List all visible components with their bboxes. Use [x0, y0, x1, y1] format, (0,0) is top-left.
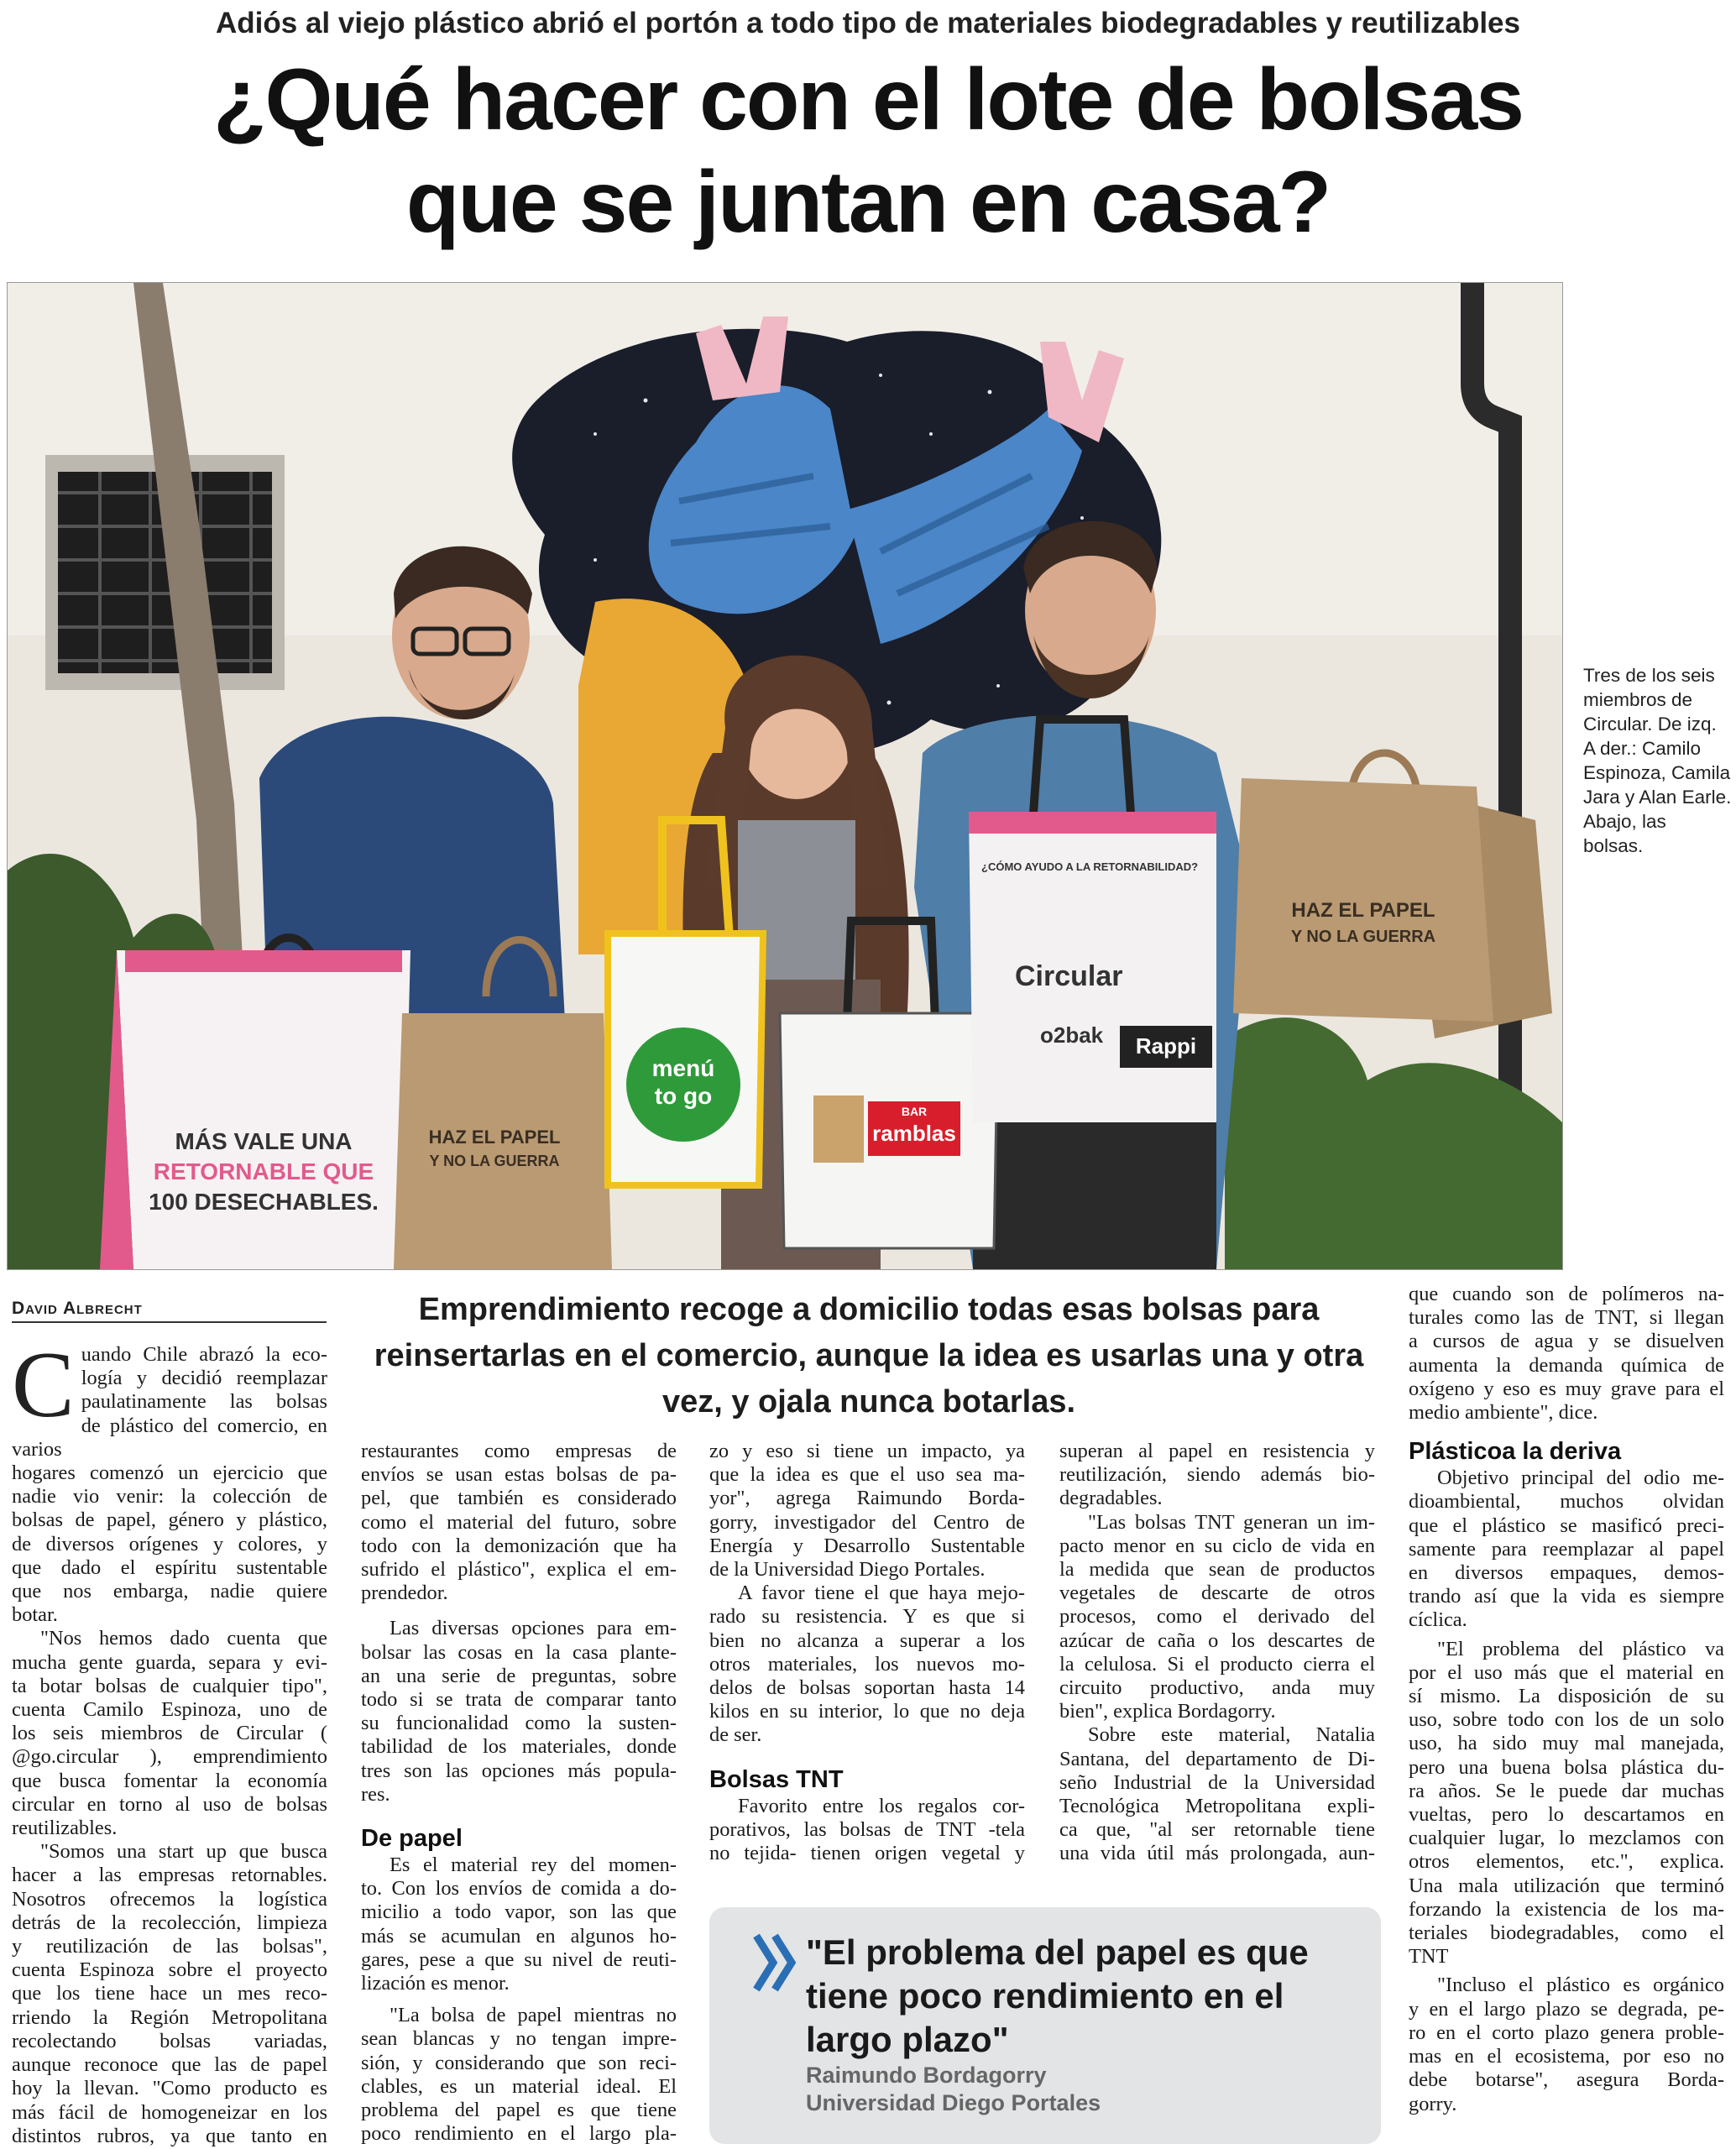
col4-p1-line: degradables. — [1059, 1487, 1163, 1510]
col1-p3-line: distintos rubros, ya que tanto en — [12, 2124, 327, 2147]
col5-p1-line: medio ambiente", dice. — [1409, 1401, 1598, 1425]
col1-p3-line: detrás de la recolección, limpieza — [12, 1911, 327, 1934]
col3-p3-line: no tejida- tienen origen vegetal y — [709, 1842, 1025, 1865]
col5-p2-line: en diversos empaques, demos- — [1409, 1561, 1724, 1585]
col2-p2-line: an una serie de preguntas, sobre — [361, 1664, 677, 1687]
col1-p1-line: botar. — [12, 1603, 58, 1627]
col2-p4-line: problema del papel es que tiene — [361, 2099, 677, 2122]
column-3 — [709, 1440, 1025, 1865]
col4-p2-line: "Las bolsas TNT generan un im- — [1088, 1510, 1375, 1534]
kicker: Adiós al viejo plástico abrió el portón a todo tipo de materiales biodegradables y reutilizables — [216, 7, 1520, 39]
col2-p1-line: como el material del futuro, sobre — [361, 1510, 677, 1534]
col1-p1-line: que dado el espíritu sustentable — [12, 1556, 327, 1579]
col5-p3-line: uso, ha sido muy mal manejada, — [1409, 1732, 1724, 1755]
column-4 — [1059, 1440, 1375, 1866]
col3-p1-line: gorry, investigador del Centro de — [709, 1510, 1025, 1534]
bag-circular-line4: Rappi — [1135, 1033, 1197, 1059]
caption-line: Espinoza, Camila — [1583, 762, 1731, 783]
col2-p1-line: todo con la demonización que ha — [361, 1534, 677, 1557]
col5-p3-line: por el uso más que el material en — [1409, 1660, 1724, 1684]
col1-p2-line: los seis miembros de Circular ( — [12, 1722, 327, 1745]
col5-p4-line: "Incluso el plástico es orgánico — [1437, 1974, 1724, 1997]
drop-cap: C — [12, 1333, 75, 1437]
col5-p4-line: debe botarse", asegura Borda- — [1409, 2068, 1724, 2092]
bag-kraft-small-line2: Y NO LA GUERRA — [429, 1153, 560, 1169]
col3-p1-line: zo y eso si tiene un impacto, ya — [709, 1440, 1025, 1462]
caption-line: miembros de — [1583, 689, 1693, 710]
col1-p1-line: que nos embarga, nadie quiere — [12, 1580, 327, 1603]
col5-p2-line: que el plástico se masificó preci- — [1409, 1514, 1724, 1537]
col1-p2-line: ta botar bolsas de cualquier tipo", — [12, 1674, 327, 1697]
col1-p2-line: circular en torno al uso de bolsas — [12, 1792, 327, 1816]
col5-p2-line: trando así que la vida es siempre — [1409, 1585, 1724, 1608]
col2-p1-line: sufrido el plástico", explica el em- — [361, 1558, 677, 1582]
col4-p2-line: vegetales de descarte de otros — [1059, 1582, 1375, 1605]
bag-retornable — [100, 938, 410, 1269]
bag-retornable-line2: RETORNABLE QUE — [153, 1158, 374, 1184]
col2-p1-line: pel, que también es considerado — [361, 1487, 677, 1510]
byline: David Albrecht — [12, 1299, 327, 1323]
col5-p1-line: que cuando son de polímeros na- — [1409, 1283, 1724, 1305]
col4-p2-line: azúcar de caña o los descartes de — [1059, 1629, 1375, 1652]
caption-line: bolsas. — [1583, 835, 1644, 856]
headline-line-1: ¿Qué hacer con el lote de bolsas — [212, 51, 1524, 149]
col2-p2-line: su funcionalidad como la susten- — [361, 1712, 677, 1735]
bag-circular-line2: Circular — [1015, 960, 1123, 992]
pullquote-affiliation: Universidad Diego Portales — [806, 2090, 1101, 2115]
pullquote-line: largo plazo" — [806, 2020, 1009, 2059]
col4-p3-line: Sobre este material, Natalia — [1088, 1723, 1375, 1747]
bag-menu-line1: menú — [651, 1055, 715, 1081]
subhead-de-papel: De papel — [361, 1825, 463, 1853]
col5-p4-line: mas en el ecosistema, por eso no — [1409, 2045, 1724, 2068]
col5-p4-line: y en el largo plazo se degrada, pe- — [1409, 1997, 1724, 2021]
col1-p3-line: Nosotros ofrecemos la logística — [12, 1887, 327, 1911]
col4-p2-line: circuito productivo, anda muy — [1059, 1676, 1375, 1700]
col1-p1-line: uando Chile abrazó la eco- — [81, 1343, 327, 1366]
col3-p1-line: Energía y Desarrollo Sustentable — [709, 1534, 1025, 1557]
col2-p2-line: tres son las opciones más popula- — [361, 1759, 677, 1782]
col5-p3-line: pero una buena bolsa plástica du- — [1409, 1755, 1724, 1779]
col5-p1-line: aumenta la demanda química de — [1409, 1353, 1724, 1377]
col5-p4-line: gorry. — [1409, 2092, 1457, 2115]
col1-p2-line: que busca fomentar la economía — [12, 1769, 327, 1792]
col1-p1-line: bolsas de papel, género y plástico, — [12, 1508, 327, 1532]
col3-p2-line: A favor tiene el que haya mejo- — [738, 1582, 1025, 1605]
col2-p2-line: tabilidad de los materiales, donde — [361, 1735, 677, 1759]
col2-p2-line: todo si se trata de comparar tanto — [361, 1688, 677, 1712]
headline — [50, 49, 1686, 254]
col5-p2-line: Objetivo principal del odio me- — [1437, 1467, 1724, 1490]
col1-p3-line: hacer a las empresas retornables. — [12, 1864, 327, 1887]
col5-p3-line: "El problema del plástico va — [1437, 1637, 1724, 1660]
col2-p2-line: Las diversas opciones para em- — [390, 1617, 677, 1640]
col5-p3-line: ra años. Se le puede dar muchas — [1409, 1779, 1724, 1802]
col2-p4-line: sean blancas y no tengan impre- — [361, 2027, 677, 2051]
col4-p2-line: la celulosa. Si el producto cierra el — [1059, 1652, 1375, 1676]
bag-ramblas-line1: BAR — [901, 1105, 928, 1118]
col3-p2-line: rado su resistencia. Y es que si — [709, 1605, 1025, 1629]
deck-line: vez, y ojala nunca botarlas. — [661, 1384, 1076, 1420]
col1-p3-line: "Somos una start up que busca — [40, 1840, 327, 1864]
col4-p1-line: reutilización, siendo además bio- — [1059, 1463, 1375, 1487]
bag-kraft-small-line1: HAZ EL PAPEL — [428, 1127, 561, 1148]
subhead-bolsas-tnt: Bolsas TNT — [709, 1765, 844, 1793]
col4-p3-line: una vida útil más prolongada, aun- — [1059, 1842, 1375, 1865]
col1-p3-line: rriendo la Región Metropolitana — [12, 2005, 327, 2029]
col5-p3-line: forzando la existencia de los ma- — [1409, 1897, 1724, 1921]
col1-p2-line: mucha gente guarda, separa y evi- — [12, 1650, 327, 1674]
caption-line: Circular. De izq. — [1583, 714, 1717, 735]
double-chevron-icon — [751, 1929, 802, 1996]
bag-menu-line2: to go — [654, 1083, 713, 1109]
col2-p3-line: Es el material rey del momen- — [390, 1854, 677, 1877]
photo — [7, 282, 1563, 1270]
col5-p3-line: Una mala utilización que terminó — [1409, 1874, 1724, 1897]
bag-retornable-line1: MÁS VALE UNA — [175, 1128, 353, 1154]
col2-p3-line: micilio a todo vapor, son las que — [361, 1901, 677, 1924]
col1-p3-line: más fácil de homogeneizar en los — [12, 2100, 327, 2124]
bag-circular-line1: ¿CÓMO AYUDO A LA RETORNABILIDAD? — [981, 860, 1199, 873]
bag-kraft-large-line2: Y NO LA GUERRA — [1290, 928, 1436, 946]
col2-p3-line: lización es menor. — [361, 1972, 510, 1995]
pullquote-line: tiene poco rendimiento en el — [806, 1976, 1284, 2016]
col1-p1-line: logía y decidió reemplazar — [81, 1367, 327, 1390]
col5-p1-line: turales como las de TNT, si llegan — [1409, 1306, 1724, 1330]
col1-p1-line: hogares comenzó un ejercicio que — [12, 1461, 327, 1485]
col5-p3-line: vueltas, pero lo descartamos en — [1409, 1803, 1724, 1827]
col2-p2-line: res. — [361, 1782, 390, 1806]
col2-p4-line: clables, es un material ideal. El — [361, 2074, 677, 2098]
col2-p4-line: sión, y considerando que son reci- — [361, 2051, 677, 2074]
col4-p3-line: seño Industrial de la Universidad — [1059, 1770, 1375, 1794]
caption-line: Jara y Alan Earle. — [1583, 787, 1732, 808]
caption-line: A der.: Camilo — [1583, 738, 1702, 759]
col5-p4-line: ro en el corto plazo genera proble- — [1409, 2021, 1724, 2044]
col5-p1-line: oxígeno y eso es muy grave para el — [1409, 1377, 1724, 1400]
col5-p3-line: TNT — [1409, 1945, 1449, 1969]
col5-p3-line: uso, sobre todo con los de un solo — [1409, 1708, 1724, 1732]
caption-line: Tres de los seis — [1583, 665, 1715, 686]
col4-p2-line: pacto menor en su ciclo de vida en — [1059, 1534, 1375, 1557]
col4-p3-line: Santana, del departamento de Di- — [1059, 1747, 1375, 1770]
col1-p2-line: "Nos hemos dado cuenta que — [40, 1627, 327, 1650]
deck — [353, 1287, 1385, 1425]
col3-p2-line: delos de bolsas soportan hasta 14 — [709, 1676, 1025, 1700]
col5-p3-line: otros elementos, etc.", explica. — [1409, 1850, 1724, 1874]
col1-p3-line: cuenta Espinoza sobre el proyecto — [12, 1958, 327, 1982]
col2-p3-line: gares, pese a que su nivel de reuti- — [361, 1948, 677, 1971]
col3-p2-line: de ser. — [709, 1723, 762, 1747]
col3-p3-line: Favorito entre los regalos cor- — [738, 1794, 1025, 1817]
deck-line: Emprendimiento recoge a domicilio todas esas bolsas para — [418, 1292, 1320, 1327]
col5-p3-line: cualquier lugar, lo mezclamos con — [1409, 1827, 1724, 1850]
col1-p3-line: hoy la llevan. "Como producto es — [12, 2077, 327, 2100]
col3-p1-line: yor", agrega Raimundo Borda- — [709, 1487, 1025, 1510]
bag-circular-line3: o2bak — [1040, 1022, 1104, 1048]
col2-p4-line: "La bolsa de papel mientras no — [390, 2004, 677, 2027]
col1-p1-line: de plástico del comercio, en varios — [12, 1414, 327, 1461]
col3-p3-line: porativos, las bolsas de TNT -tela — [709, 1817, 1025, 1841]
col4-p2-line: procesos, como el derivado del — [1059, 1605, 1375, 1629]
col1-p3-line: aunque reconoce que las de papel — [12, 2053, 327, 2077]
col1-p3-line: y reutilización de las bolsas", — [12, 1935, 327, 1958]
col4-p3-line: ca que, "al ser retornable tiene — [1059, 1818, 1375, 1842]
caption-line: Abajo, las — [1583, 811, 1666, 832]
col4-p1-line: superan al papel en resistencia y — [1059, 1440, 1375, 1462]
col2-p4-line: poco rendimiento en el largo pla- — [361, 2122, 677, 2146]
pullquote-name: Raimundo Bordagorry — [806, 2063, 1047, 2088]
col5-p1-line: a cursos de agua y se disuelven — [1409, 1330, 1724, 1353]
col1-p1-line: nadie vio venir: la colección de — [12, 1485, 327, 1508]
pullquote-line: "El problema del papel es que — [806, 1932, 1309, 1972]
col2-p3-line: to. Con los envíos de comida a do- — [361, 1877, 677, 1901]
subhead-plastico-a-la-deriva: Plásticoa la deriva — [1409, 1438, 1622, 1466]
col4-p3-line: Tecnológica Metropolitana expli- — [1059, 1795, 1375, 1818]
column-1 — [12, 1333, 327, 2148]
col3-p2-line: kilos en su interior, lo que no deja — [709, 1700, 1025, 1723]
col2-p1-line: prendedor. — [361, 1582, 448, 1605]
column-5 — [1409, 1283, 1724, 2116]
col5-p3-line: sí mismo. La disposición de su — [1409, 1685, 1724, 1708]
col2-p3-line: más se acumulan en algunos ho- — [361, 1924, 677, 1948]
deck-line: reinsertarlas en el comercio, aunque la idea es usarlas una y otra — [374, 1338, 1364, 1373]
col4-p2-line: la medida que sean de productos — [1059, 1558, 1375, 1582]
col3-p1-line: de la Universidad Diego Portales. — [709, 1558, 986, 1582]
column-2 — [361, 1440, 677, 2146]
photo-caption — [1583, 663, 1730, 858]
col1-p3-line: que los tiene hace un mes reco- — [12, 1982, 327, 2005]
col1-p2-line: reutilizables. — [12, 1817, 118, 1840]
col5-p2-line: dioambiental, muchos olvidan — [1409, 1490, 1724, 1514]
headline-line-2: que se juntan en casa? — [405, 154, 1331, 251]
col1-p2-line: cuenta Camilo Espinoza, uno de — [12, 1698, 327, 1722]
col1-p2-line: @go.circular ), emprendimiento — [12, 1745, 327, 1769]
bag-retornable-line3: 100 DESECHABLES. — [149, 1189, 379, 1215]
bag-ramblas-line2: ramblas — [872, 1121, 956, 1146]
col2-p1-line: envíos se usan estas bolsas de pa- — [361, 1463, 677, 1487]
col3-p2-line: otros materiales, los nuevos mo- — [709, 1652, 1025, 1676]
col1-p1-line: de diversos orígenes y colores, y — [12, 1532, 327, 1556]
col3-p1-line: que la idea es que el uso sea ma- — [709, 1463, 1025, 1487]
pullquote — [806, 1931, 1377, 2117]
col1-p3-line: recolectando bolsas variadas, — [12, 2029, 327, 2052]
col2-p1-line: restaurantes como empresas de — [361, 1440, 677, 1462]
col1-p1-line: paulatinamente las bolsas — [81, 1390, 327, 1414]
bag-kraft-large-line1: HAZ EL PAPEL — [1291, 899, 1435, 922]
col5-p2-line: samente para reemplazar al papel — [1409, 1537, 1724, 1561]
photo-illustration — [8, 283, 1562, 1269]
col3-p2-line: bien no alcanza a superar a los — [709, 1629, 1025, 1652]
col2-p2-line: bolsar las cosas en la casa plante- — [361, 1640, 677, 1664]
col4-p2-line: bien", explica Bordagorry. — [1059, 1700, 1276, 1723]
col5-p2-line: cíclica. — [1409, 1608, 1467, 1632]
col5-p3-line: teriales biodegradables, como el — [1409, 1922, 1724, 1945]
